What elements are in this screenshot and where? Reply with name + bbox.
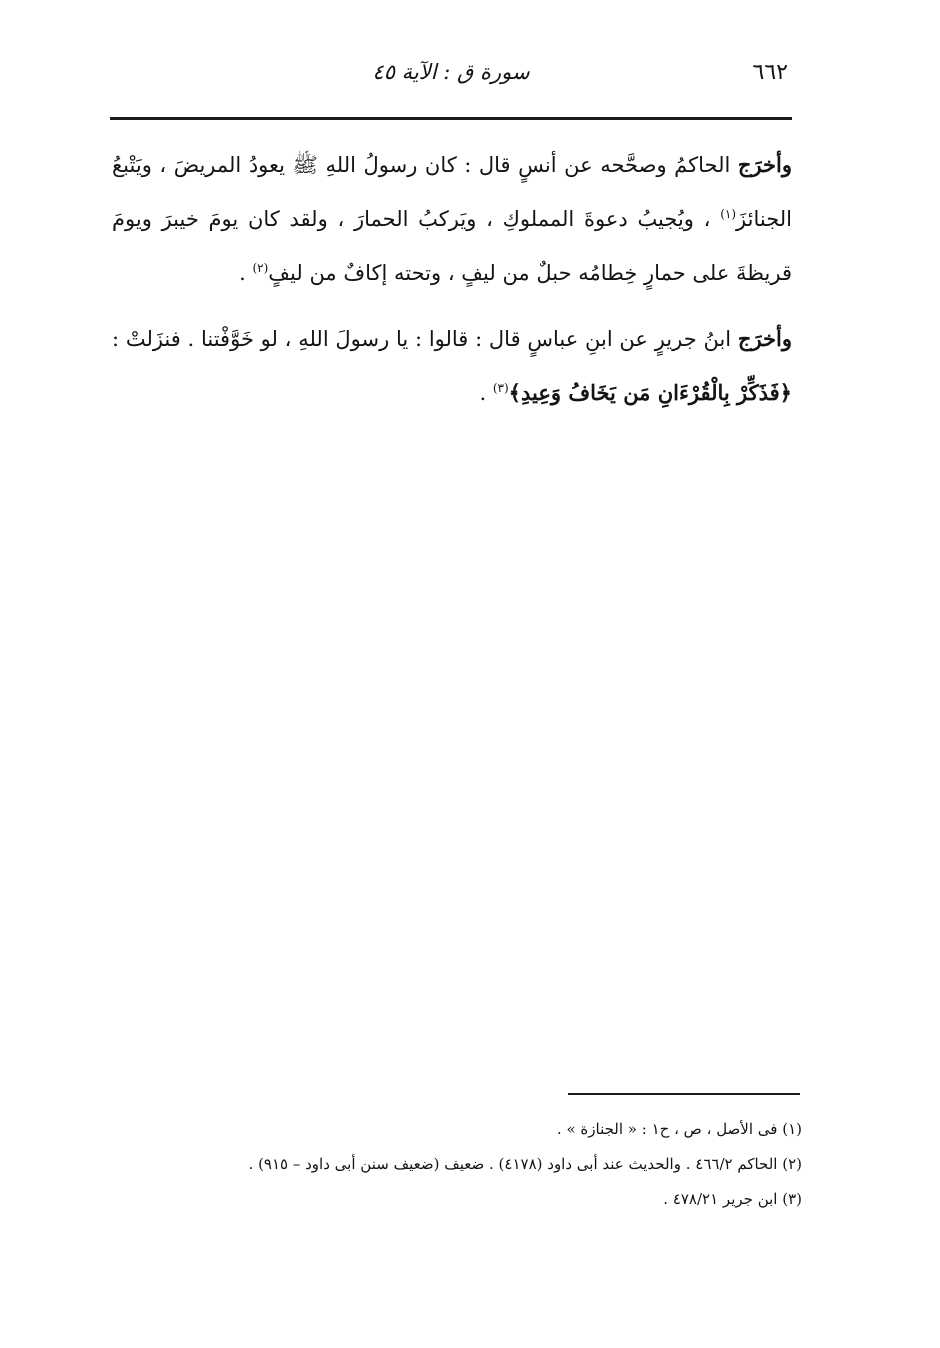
- footnote-1: (١) فى الأصل ، ص ، ح١ : « الجنازة » .: [556, 1120, 802, 1138]
- paragraph-lead: وأخرَج: [737, 326, 792, 351]
- paragraph-text: ابنُ جريرٍ عن ابنِ عباسٍ قال : قالوا : يا رسولَ اللهِ ، لو خَوَّفْتنا . فنزَلتْ :: [112, 327, 732, 351]
- footnote-ref-1: (١): [720, 207, 737, 221]
- footnote-ref-2: (٢): [252, 261, 269, 275]
- paragraph-2: [112, 312, 792, 420]
- footnote-ref-3: (٣): [492, 381, 509, 395]
- footnote-3: (٣) ابن جرير ٤٧٨/٢١ .: [663, 1190, 802, 1208]
- paragraph-end: .: [479, 381, 487, 405]
- running-title: سورة ق : الآية ٤٥: [372, 60, 530, 84]
- paragraph-end: .: [239, 261, 246, 285]
- paragraph-lead: وأخرَج: [737, 152, 792, 177]
- footnotes: [118, 1112, 802, 1217]
- paragraph-1: [112, 138, 792, 300]
- page-number: ٦٦٢: [752, 60, 788, 85]
- quran-verse: ﴿فَذَكِّرْ بِالْقُرْءَانِ مَن يَخَافُ وَعِيدِ﴾: [508, 380, 792, 405]
- page-header: [110, 58, 792, 102]
- paragraph-text: الحاكمُ وصحَّحه عن أنسٍ قال : كان رسولُ اللهِ ﷺ يعودُ المريضَ ، ويَتْبعُ الجنائزَ: [112, 153, 792, 231]
- footnote-separator: [568, 1093, 800, 1095]
- main-text: [112, 138, 792, 432]
- footnote-2: (٢) الحاكم ٤٦٦/٢ . والحديث عند أبى داود (٤١٧٨) . ضعيف (ضعيف سنن أبى داود – ٩١٥) .: [248, 1155, 802, 1173]
- header-rule: [110, 117, 792, 120]
- paragraph-text-continued: ، ويُجيبُ دعوةَ المملوكِ ، ويَركبُ الحمارَ ، ولقد كان يومَ خيبرَ ويومَ قريظةَ على حمارٍ خِطامُه حبلٌ من ليفٍ ، وتحته إكافٌ من ليفٍ: [112, 207, 792, 285]
